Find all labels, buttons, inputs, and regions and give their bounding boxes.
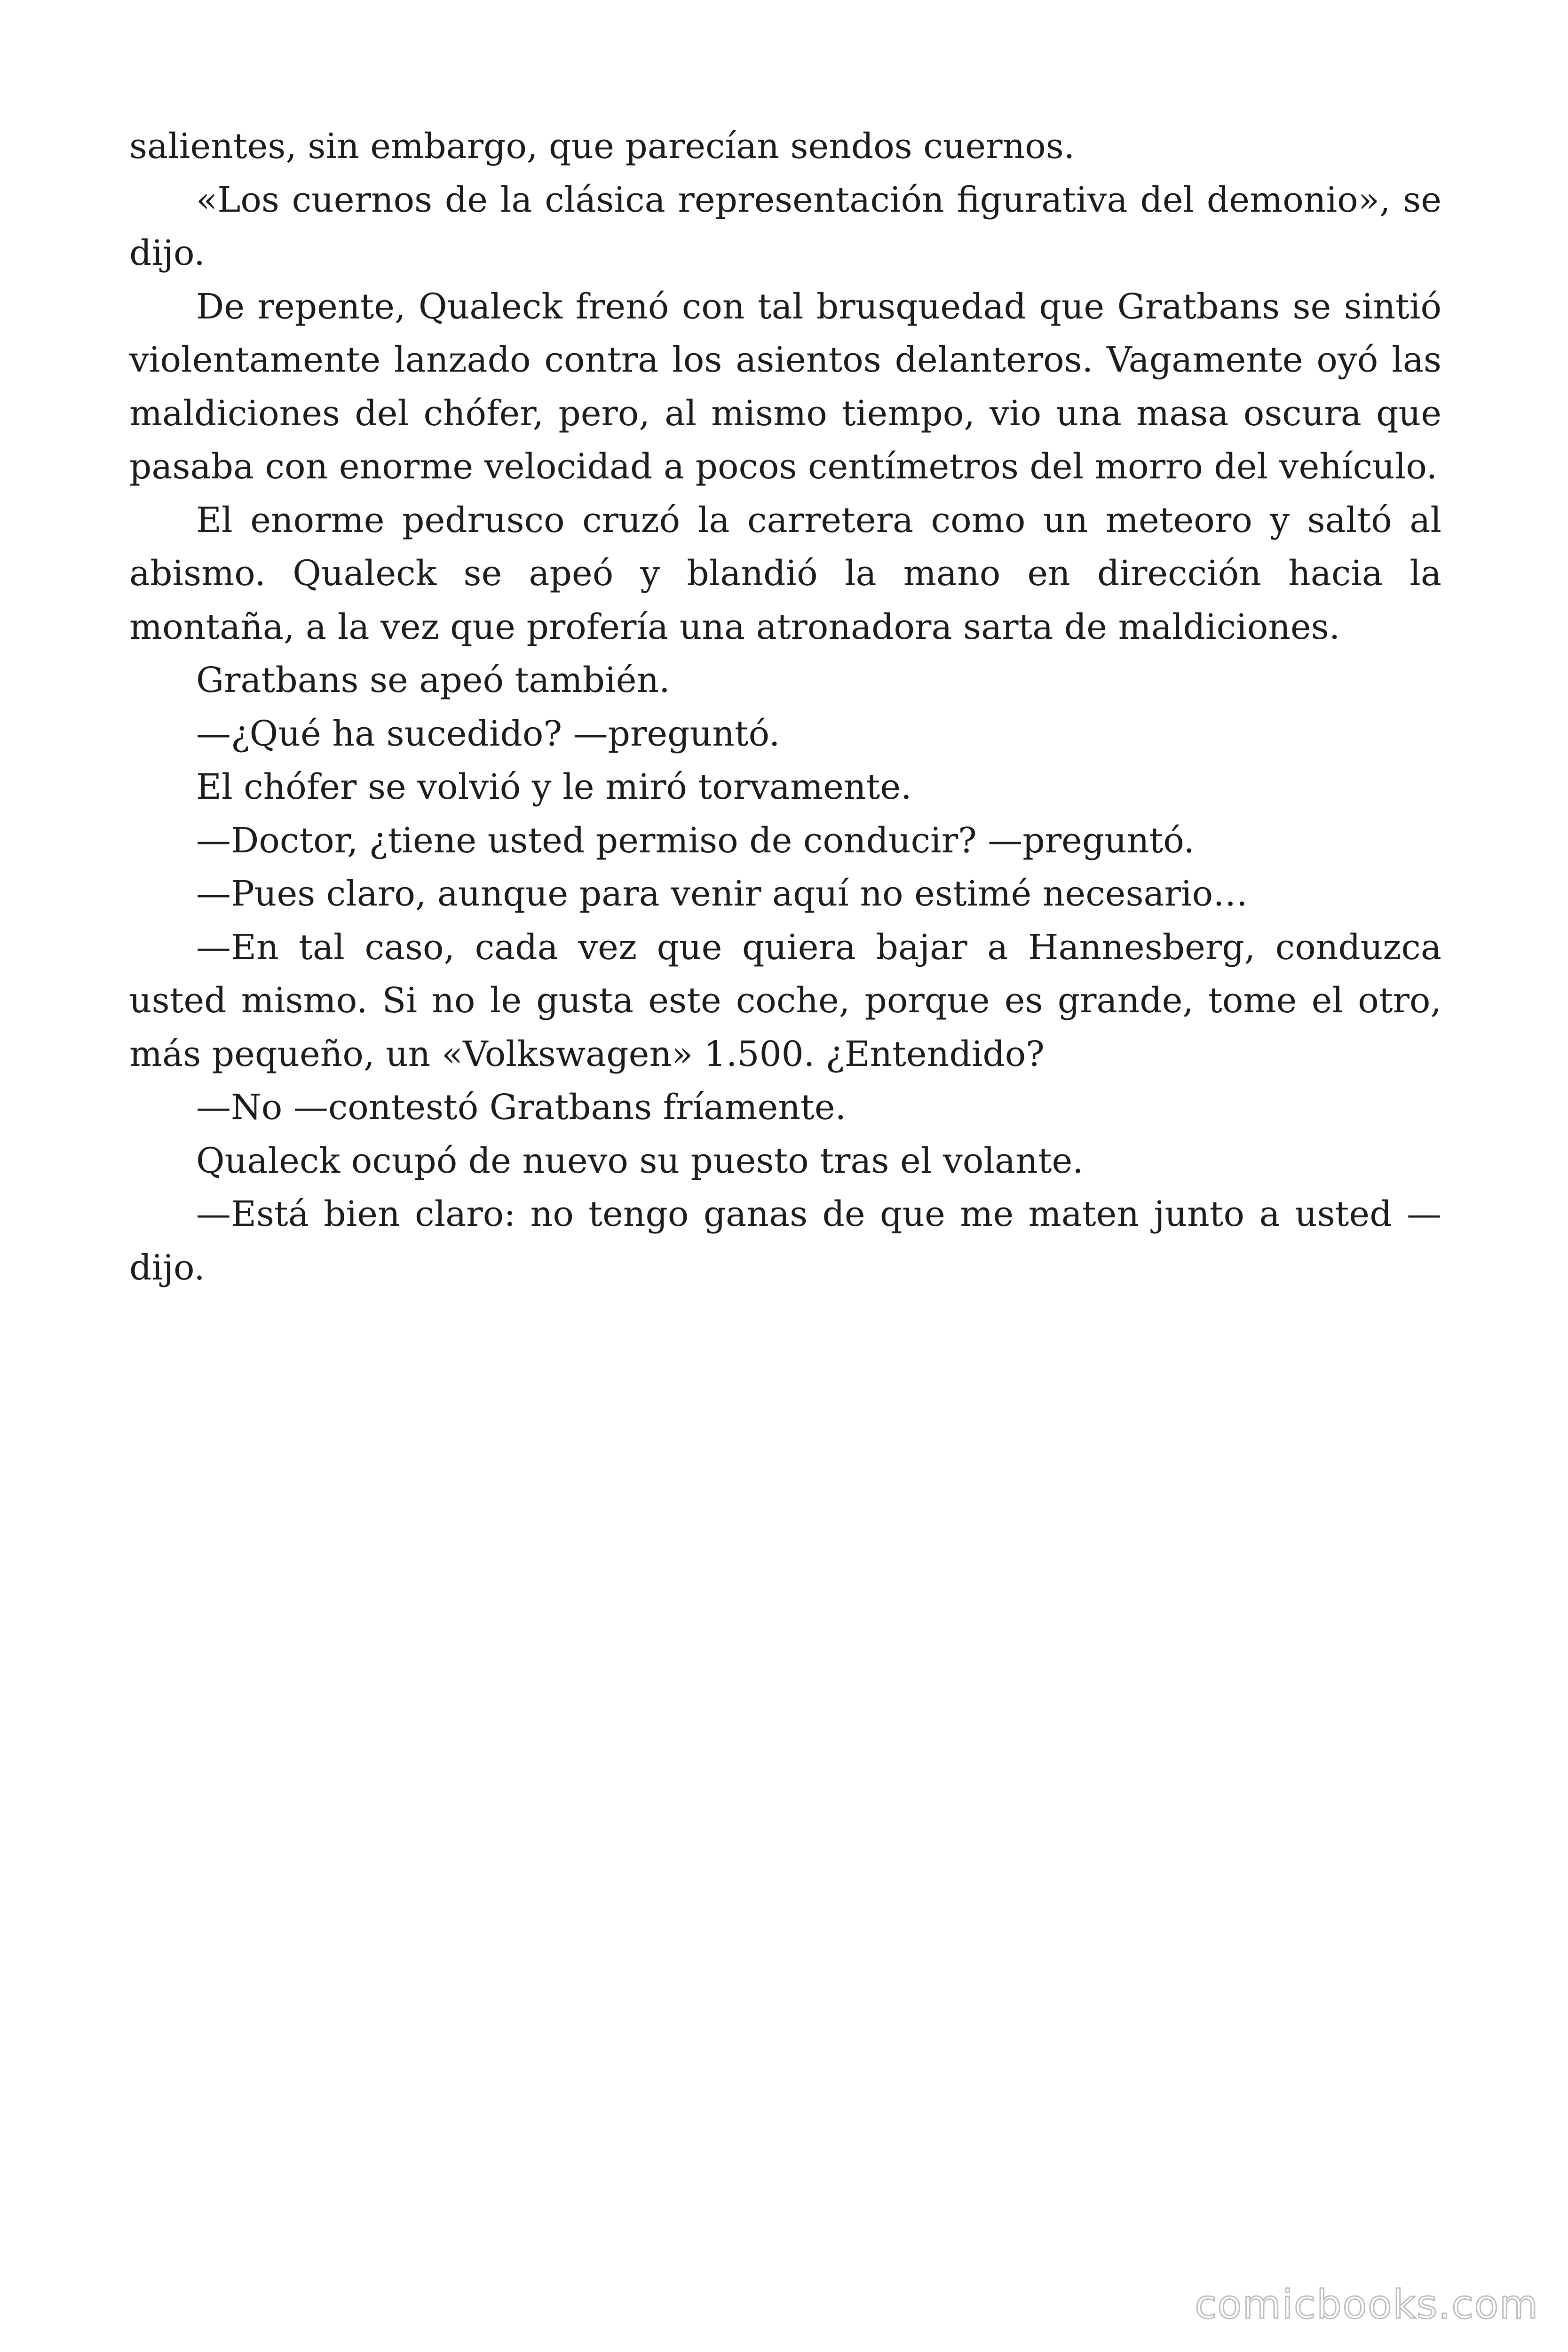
paragraph-1: salientes, sin embargo, que parecían sendos cuernos. — [129, 126, 1075, 167]
paragraph-2: «Los cuernos de la clásica representación figurativa del demonio», se dijo. — [129, 179, 1441, 273]
paragraph-4: El enorme pedrusco cruzó la carretera como un meteoro y saltó al abismo. Qualeck se apeó y blandió la mano en dirección hacia la montaña, a la vez que profería una atronadora sarta de maldiciones. — [129, 500, 1441, 647]
paragraph-3: De repente, Qualeck frenó con tal brusquedad que Gratbans se sintió violentamente lanzado contra los asientos delanteros. Vagamente oyó las maldiciones del chófer, pero, al mismo tiempo, vio una masa oscura que pasaba con enorme velocidad a pocos centímetros del morro del vehículo. — [129, 286, 1441, 487]
paragraph-11: —No —contestó Gratbans fríamente. — [196, 1087, 847, 1128]
book-page-text — [129, 120, 1441, 1295]
paragraph-13: —Está bien claro: no tengo ganas de que me maten junto a usted —dijo. — [129, 1194, 1441, 1288]
watermark: comicbooks.com — [1195, 2281, 1539, 2328]
paragraph-12: Qualeck ocupó de nuevo su puesto tras el volante. — [196, 1140, 1084, 1181]
paragraph-7: El chófer se volvió y le miró torvamente. — [196, 767, 912, 807]
paragraph-9: —Pues claro, aunque para venir aquí no estimé necesario… — [196, 874, 1248, 914]
paragraph-10: —En tal caso, cada vez que quiera bajar a Hannesberg, conduzca usted mismo. Si no le gusta este coche, porque es grande, tome el otro, más pequeño, un «Volkswagen» 1.500. ¿Entendido? — [129, 927, 1441, 1074]
paragraph-8: —Doctor, ¿tiene usted permiso de conducir? —preguntó. — [196, 820, 1195, 861]
paragraph-6: —¿Qué ha sucedido? —preguntó. — [196, 713, 780, 754]
paragraph-5: Gratbans se apeó también. — [196, 660, 670, 700]
